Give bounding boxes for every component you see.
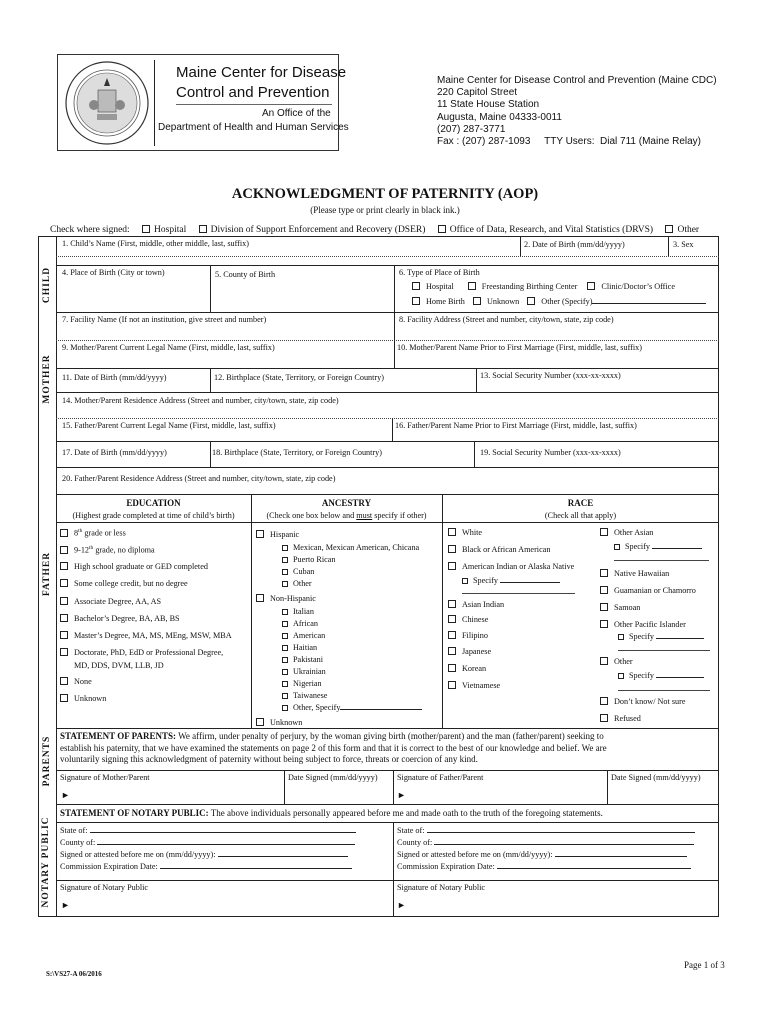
field-child-dob[interactable]: 2. Date of Birth (mm/dd/yyyy) (524, 240, 625, 249)
specify-line (618, 650, 710, 651)
section-label-divider (56, 236, 57, 917)
divider (56, 265, 719, 266)
race-dont-know[interactable]: Don’t know/ Not sure (600, 697, 686, 706)
checkbox-hospital[interactable]: Hospital (142, 225, 186, 235)
ancestry-title: ANCESTRY (321, 498, 372, 508)
field-mother-name[interactable]: 9. Mother/Parent Current Legal Name (First, middle, last, suffix) (62, 343, 275, 352)
field-father-address[interactable]: 20. Father/Parent Residence Address (Street and number, city/town, state, zip code) (62, 474, 336, 483)
divider (393, 822, 394, 917)
section-label-mother: MOTHER (42, 354, 52, 404)
divider (476, 368, 477, 392)
notary-left-county[interactable]: County of: (60, 838, 355, 847)
ancestry-american[interactable]: American (282, 631, 325, 640)
notary-right-expiration[interactable]: Commission Expiration Date: (397, 862, 691, 871)
edu-doctorate-cont: MD, DDS, DVM, LLB, JD (74, 661, 164, 670)
specify-line[interactable] (656, 677, 704, 678)
edu-some-college[interactable]: Some college credit, but no degree (60, 579, 188, 588)
checkbox-place-hospital[interactable]: Hospital (412, 282, 454, 291)
notary-right-signed[interactable]: Signed or attested before me on (mm/dd/yyyy): (397, 850, 687, 859)
notary-left-expiration[interactable]: Commission Expiration Date: (60, 862, 352, 871)
field-father-name[interactable]: 15. Father/Parent Current Legal Name (First, middle, last, suffix) (62, 421, 276, 430)
race-black[interactable]: Black or African American (448, 545, 550, 554)
maine-seal-icon (64, 60, 150, 146)
ancestry-non-hispanic[interactable]: Non-Hispanic (256, 594, 316, 603)
race-subtitle: (Check all that apply) (544, 511, 617, 520)
field-county-of-birth[interactable]: 5. County of Birth (215, 270, 276, 279)
ancestry-sub-post: specify if other) (372, 511, 427, 520)
org-name-line1: Maine Center for Disease (176, 64, 347, 81)
race-vietnamese[interactable]: Vietnamese (448, 681, 500, 690)
sig-father-arrow-icon[interactable]: ► (397, 790, 406, 800)
field-father-dob[interactable]: 17. Date of Birth (mm/dd/yyyy) (62, 448, 167, 457)
address-line: Fax : (207) 287-1093 TTY Users: Dial 711 (Maine Relay) (437, 136, 701, 148)
race-american-indian-specify[interactable]: Specify (462, 576, 560, 585)
race-refused[interactable]: Refused (600, 714, 641, 723)
race-chinese[interactable]: Chinese (448, 615, 488, 624)
address-line: Augusta, Maine 04333-0011 (437, 111, 562, 123)
ancestry-italian[interactable]: Italian (282, 607, 314, 616)
divider (210, 368, 211, 392)
logo-divider (154, 60, 155, 146)
field-facility-name[interactable]: 7. Facility Name (If not an institution, give street and number) (62, 315, 267, 324)
education-title: EDUCATION (126, 498, 181, 508)
field-father-prior-name[interactable]: 16. Father/Parent Name Prior to First Marriage (First, middle, last, suffix) (395, 421, 637, 430)
office-of-text: An Office of the (262, 108, 331, 119)
notary-statement-text: The above individuals personally appeared before me and made oath to the truth of the foregoing statements. (208, 808, 603, 818)
sig-mother-arrow-icon[interactable]: ► (61, 790, 70, 800)
ancestry-african[interactable]: African (282, 619, 318, 628)
address-line: Maine Center for Disease Control and Prevention (Maine CDC) (437, 75, 717, 86)
ancestry-specify-line[interactable] (340, 709, 422, 710)
notary-statement (60, 808, 603, 818)
divider (56, 418, 719, 419)
edu-associate[interactable]: Associate Degree, AA, AS (60, 597, 161, 606)
county-line[interactable] (434, 844, 694, 845)
checkbox-place-other[interactable]: Other (Specify) (527, 297, 592, 306)
checkbox-dser[interactable]: Division of Support Enforcement and Recovery (DSER) (199, 225, 426, 235)
notary-statement-heading: STATEMENT OF NOTARY PUBLIC: (60, 808, 209, 818)
address-line: 220 Capitol Street (437, 87, 518, 99)
address-line: (207) 287-3771 (437, 123, 506, 135)
form-title: ACKNOWLEDGMENT OF PATERNITY (AOP) (231, 186, 539, 202)
race-title: RACE (567, 498, 594, 508)
county-line[interactable] (97, 844, 355, 845)
divider (607, 770, 608, 804)
notary-sig-left-arrow-icon[interactable]: ► (61, 900, 70, 910)
notary-right-county[interactable]: County of: (397, 838, 694, 847)
place-type-row1 (412, 282, 675, 291)
notary-left-signed[interactable]: Signed or attested before me on (mm/dd/yyyy): (60, 850, 348, 859)
divider (56, 728, 719, 729)
edu-9-12-grade[interactable]: 9-12th grade, no diploma (60, 545, 155, 555)
field-child-sex[interactable]: 3. Sex (673, 240, 694, 249)
divider (474, 441, 475, 467)
signed-line[interactable] (218, 856, 348, 857)
place-other-specify-line[interactable] (592, 303, 706, 304)
checkbox-place-clinic[interactable]: Clinic/Doctor’s Office (587, 282, 675, 291)
state-line[interactable] (427, 832, 695, 833)
edu-doctorate[interactable]: Doctorate, PhD, EdD or Professional Degree, (60, 648, 223, 657)
notary-right-state[interactable]: State of: (397, 826, 695, 835)
race-other[interactable]: Other (600, 657, 633, 666)
race-asian-indian[interactable]: Asian Indian (448, 600, 504, 609)
place-type-row2 (412, 297, 706, 306)
address-line: 11 State House Station (437, 99, 540, 111)
field-mother-prior-name[interactable]: 10. Mother/Parent Name Prior to First Marriage (First, middle, last, suffix) (397, 343, 642, 352)
edu-none[interactable]: None (60, 677, 92, 686)
ancestry-hispanic-other[interactable]: Other (282, 579, 312, 588)
edu-high-school[interactable]: High school graduate or GED completed (60, 562, 208, 571)
divider (394, 312, 395, 340)
specify-line (618, 690, 710, 691)
race-guamanian[interactable]: Guamanian or Chamorro (600, 586, 696, 595)
divider (56, 467, 719, 468)
checkbox-drvs[interactable]: Office of Data, Research, and Vital Statistics (DRVS) (438, 225, 653, 235)
divider (394, 340, 395, 368)
divider (284, 770, 285, 804)
checkbox-place-birthing-center[interactable]: Freestanding Birthing Center (468, 282, 578, 291)
divider (56, 441, 719, 442)
section-label-notary: NOTARY PUBLIC (41, 816, 51, 908)
notary-left-state[interactable]: State of: (60, 826, 356, 835)
divider (56, 770, 719, 771)
check-where-label: Check where signed: (50, 225, 130, 235)
expiration-line[interactable] (160, 868, 352, 869)
ancestry-subtitle (251, 511, 442, 520)
ancestry-other-specify[interactable]: Other, Specify (282, 703, 422, 712)
divider (394, 265, 395, 312)
form-subtitle: (Please type or print clearly in black ink.) (310, 205, 460, 215)
ancestry-mexican[interactable]: Mexican, Mexican American, Chicana (282, 543, 419, 552)
section-label-child: CHILD (42, 266, 52, 304)
race-native-hawaiian[interactable]: Native Hawaiian (600, 569, 669, 578)
divider (210, 441, 211, 467)
field-child-name[interactable]: 1. Child’s Name (First, middle, other middle, last, suffix) (62, 239, 250, 248)
parents-statement-line2: establish his paternity, that we have examined the statements on page 2 of this form and that it is correct to the best of our knowledge and belief. We are (60, 742, 607, 753)
checkbox-place-unknown[interactable]: Unknown (473, 297, 519, 306)
checkbox-place-home[interactable]: Home Birth (412, 297, 465, 306)
form-id: S:\VS27-A 06/2016 (46, 970, 102, 978)
specify-line (462, 593, 575, 594)
divider (520, 236, 521, 256)
specify-line (614, 560, 709, 561)
race-other-asian-specify[interactable]: Specify (614, 542, 702, 551)
divider (56, 312, 719, 313)
race-other-pacific-specify[interactable]: Specify (618, 632, 704, 641)
org-underline (176, 104, 332, 105)
cdc-address-block (437, 75, 717, 148)
race-japanese[interactable]: Japanese (448, 647, 491, 656)
checkbox-other-location[interactable]: Other (665, 225, 699, 235)
divider (251, 494, 252, 728)
ancestry-sub-pre: (Check one box below and (266, 511, 357, 520)
race-other-specify[interactable]: Specify (618, 671, 704, 680)
edu-bachelors[interactable]: Bachelor’s Degree, BA, AB, BS (60, 614, 180, 623)
specify-line[interactable] (652, 548, 702, 549)
field-mother-dob[interactable]: 11. Date of Birth (mm/dd/yyyy) (62, 373, 167, 382)
sig-father-label: Signature of Father/Parent (397, 773, 484, 782)
ancestry-unknown[interactable]: Unknown (256, 718, 302, 727)
field-mother-ssn[interactable]: 13. Social Security Number (xxx-xx-xxxx) (480, 371, 621, 380)
ancestry-nigerian[interactable]: Nigerian (282, 679, 322, 688)
divider (56, 494, 719, 495)
page-number: Page 1 of 3 (684, 960, 725, 970)
specify-line[interactable] (500, 582, 560, 583)
divider (442, 494, 443, 728)
divider (210, 265, 211, 312)
ancestry-taiwanese[interactable]: Taiwanese (282, 691, 327, 700)
race-white[interactable]: White (448, 528, 482, 537)
org-name-line2: Control and Prevention (176, 84, 330, 101)
expiration-line[interactable] (497, 868, 691, 869)
field-type-of-place: 6. Type of Place of Birth (399, 268, 480, 277)
divider (56, 368, 719, 369)
ancestry-sub-must: must (356, 511, 373, 520)
edu-8th-grade[interactable]: 8th grade or less (60, 528, 126, 538)
edu-masters[interactable]: Master’s Degree, MA, MS, MEng, MSW, MBA (60, 631, 232, 640)
notary-sig-right-arrow-icon[interactable]: ► (397, 900, 406, 910)
state-line[interactable] (90, 832, 356, 833)
field-mother-address[interactable]: 14. Mother/Parent Residence Address (Street and number, city/town, state, zip code) (62, 396, 339, 405)
divider (56, 340, 719, 341)
edu-unknown[interactable]: Unknown (60, 694, 106, 703)
field-facility-address[interactable]: 8. Facility Address (Street and number, city/town, state, zip code) (399, 315, 614, 324)
ancestry-haitian[interactable]: Haitian (282, 643, 317, 652)
date-signed-father-label: Date Signed (mm/dd/yyyy) (611, 773, 701, 782)
divider (56, 392, 719, 393)
parents-statement-line1: We affirm, under penalty of perjury, by the woman giving birth (mother/parent) and the man (father/parent) seeking to (176, 731, 604, 741)
field-father-birthplace[interactable]: 18. Birthplace (State, Territory, or Foreign Country) (212, 448, 382, 457)
divider (668, 236, 669, 256)
notary-sig-right-label: Signature of Notary Public (397, 883, 485, 892)
parents-statement-line3: voluntarily signing this acknowledgment of paternity without being subject to force, threats or coercion of any kind. (60, 754, 478, 764)
field-father-ssn[interactable]: 19. Social Security Number (xxx-xx-xxxx) (480, 448, 621, 457)
divider (392, 418, 393, 441)
race-american-indian[interactable]: American Indian or Alaska Native (448, 562, 574, 571)
ancestry-puerto-rican[interactable]: Puerto Rican (282, 555, 336, 564)
parents-statement-heading: STATEMENT OF PARENTS: (60, 731, 177, 741)
ancestry-pakistani[interactable]: Pakistani (282, 655, 323, 664)
race-other-asian[interactable]: Other Asian (600, 528, 653, 537)
divider (393, 770, 394, 804)
divider (56, 804, 719, 805)
divider (56, 880, 719, 881)
section-label-parents: PARENTS (42, 735, 52, 787)
ancestry-cuban[interactable]: Cuban (282, 567, 314, 576)
section-label-father: FATHER (42, 551, 52, 597)
ancestry-hispanic[interactable]: Hispanic (256, 530, 299, 539)
race-korean[interactable]: Korean (448, 664, 486, 673)
education-subtitle: (Highest grade completed at time of child’s birth) (72, 511, 235, 520)
check-where-signed-row (50, 225, 722, 235)
divider (56, 822, 719, 823)
race-samoan[interactable]: Samoan (600, 603, 640, 612)
race-other-pacific[interactable]: Other Pacific Islander (600, 620, 686, 629)
date-signed-mother-label: Date Signed (mm/dd/yyyy) (288, 773, 378, 782)
dept-text: Department of Health and Human Services (158, 122, 349, 133)
sig-mother-label: Signature of Mother/Parent (60, 773, 150, 782)
notary-sig-left-label: Signature of Notary Public (60, 883, 148, 892)
ancestry-ukrainian[interactable]: Ukrainian (282, 667, 326, 676)
field-place-of-birth[interactable]: 4. Place of Birth (City or town) (62, 268, 165, 277)
signed-line[interactable] (555, 856, 687, 857)
race-filipino[interactable]: Filipino (448, 631, 488, 640)
divider (56, 522, 719, 523)
specify-line[interactable] (656, 638, 704, 639)
field-mother-birthplace[interactable]: 12. Birthplace (State, Territory, or Foreign Country) (214, 373, 384, 382)
parents-statement (60, 731, 716, 766)
divider (56, 256, 719, 257)
